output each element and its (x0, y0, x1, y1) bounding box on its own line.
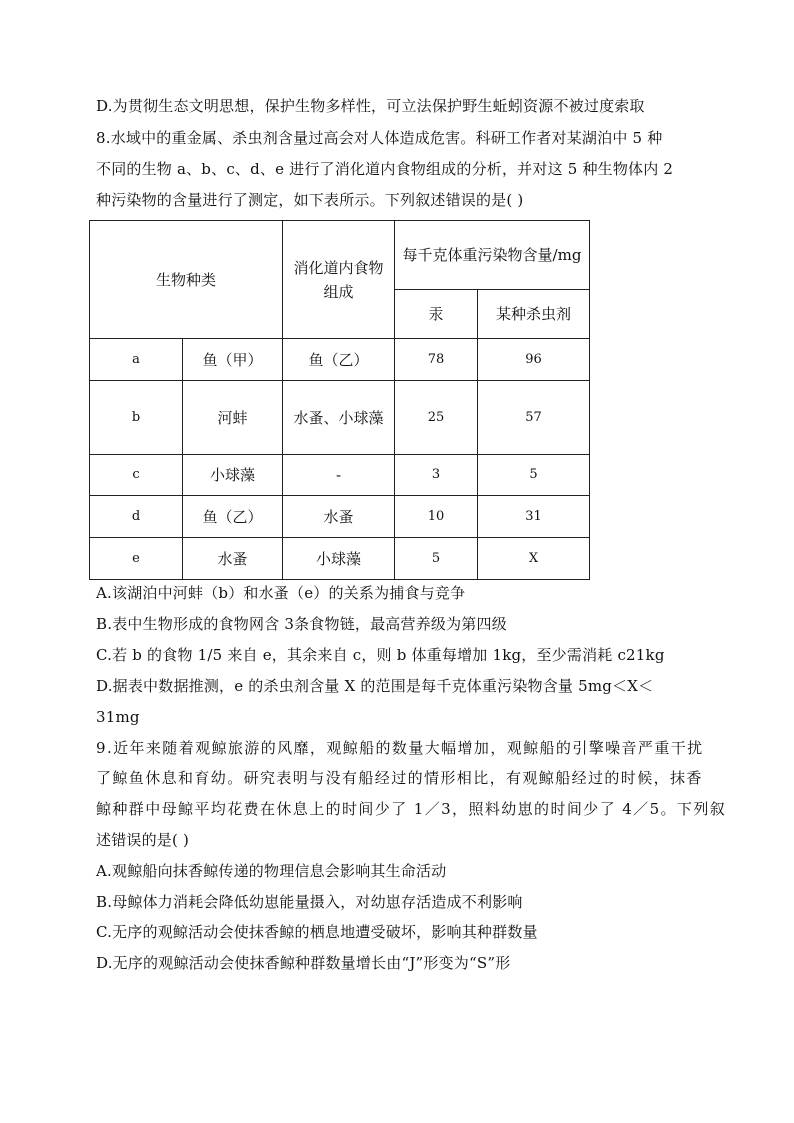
cell-id: e (90, 538, 183, 580)
cell-name: 河蚌 (183, 381, 283, 455)
cell-id: d (90, 496, 183, 538)
q8-option-a: A.该湖泊中河蚌（b）和水蚤（e）的关系为捕食与竞争 (96, 584, 466, 602)
cell-id: c (90, 455, 183, 496)
q9-option-b: B.母鲸体力消耗会降低幼崽能量摄入，对幼崽存活造成不利影响 (96, 893, 523, 911)
table-row (90, 538, 590, 580)
table-row (90, 339, 590, 381)
cell-id: a (90, 339, 183, 381)
question-9-line-1: 9.近年来随着观鲸旅游的风靡，观鲸船的数量大幅增加，观鲸船的引擎噪音严重干扰 (96, 739, 704, 757)
cell-pesticide: 31 (478, 496, 590, 538)
question-8-line-1: 8.水域中的重金属、杀虫剂含量过高会对人体造成危害。科研工作者对某湖泊中 5 种 (96, 129, 663, 147)
q9-option-c: C.无序的观鲸活动会使抹香鲸的栖息地遭受破坏，影响其种群数量 (96, 923, 538, 941)
q8-option-c: C.若 b 的食物 1/5 来自 e，其余来自 c，则 b 体重每增加 1kg，至少需消耗 c21kg (96, 646, 665, 664)
cell-mercury: 10 (395, 496, 478, 538)
question-9-line-2: 了鲸鱼休息和育幼。研究表明与没有船经过的情形相比，有观鲸船经过的时候，抹香 (96, 769, 703, 787)
question-8-line-2: 不同的生物 a、b、c、d、e 进行了消化道内食物组成的分析，并对这 5 种生物体内 2 (96, 160, 674, 178)
q9-option-d: D.无序的观鲸活动会使抹香鲸种群数量增长由“J”形变为“S”形 (96, 954, 511, 972)
q9-option-a: A.观鲸船向抹香鲸传递的物理信息会影响其生命活动 (96, 862, 447, 880)
cell-pesticide: 96 (478, 339, 590, 381)
cell-pesticide: 5 (478, 455, 590, 496)
cell-mercury: 5 (395, 538, 478, 580)
header-pesticide: 某种杀虫剂 (478, 290, 590, 339)
q8-option-b: B.表中生物形成的食物网含 3条食物链，最高营养级为第四级 (96, 615, 507, 633)
cell-name: 鱼（甲） (183, 339, 283, 381)
cell-mercury: 25 (395, 381, 478, 455)
header-food: 消化道内食物组成 (283, 221, 395, 339)
option-d-prev: D.为贯彻生态文明思想，保护生物多样性，可立法保护野生蚯蚓资源不被过度索取 (96, 97, 645, 115)
cell-name: 鱼（乙） (183, 496, 283, 538)
header-mercury: 汞 (395, 290, 478, 339)
q8-option-d-cont: 31mg (96, 708, 140, 726)
cell-pesticide: X (478, 538, 590, 580)
question-9-line-3: 鲸种群中母鲸平均花费在休息上的时间少了 1／3，照料幼崽的时间少了 4／5。下列叙 (96, 800, 727, 818)
cell-id: b (90, 381, 183, 455)
table-row (90, 496, 590, 538)
cell-food: - (283, 455, 395, 496)
cell-food: 小球藻 (283, 538, 395, 580)
q8-option-d: D.据表中数据推测，e 的杀虫剂含量 X 的范围是每千克体重污染物含量 5mg＜X＜ (96, 677, 654, 695)
header-pollutant: 每千克体重污染物含量/mg (395, 221, 590, 290)
table-row (90, 455, 590, 496)
cell-name: 小球藻 (183, 455, 283, 496)
header-species: 生物种类 (90, 221, 283, 339)
cell-food: 鱼（乙） (283, 339, 395, 381)
question-9-line-4: 述错误的是( ) (96, 831, 190, 849)
cell-name: 水蚤 (183, 538, 283, 580)
question-8-line-3: 种污染物的含量进行了测定，如下表所示。下列叙述错误的是( ) (96, 191, 524, 209)
table-row (90, 381, 590, 455)
cell-food: 水蚤 (283, 496, 395, 538)
pollutant-table (89, 220, 590, 580)
cell-mercury: 78 (395, 339, 478, 381)
cell-pesticide: 57 (478, 381, 590, 455)
cell-food: 水蚤、小球藻 (283, 381, 395, 455)
cell-mercury: 3 (395, 455, 478, 496)
